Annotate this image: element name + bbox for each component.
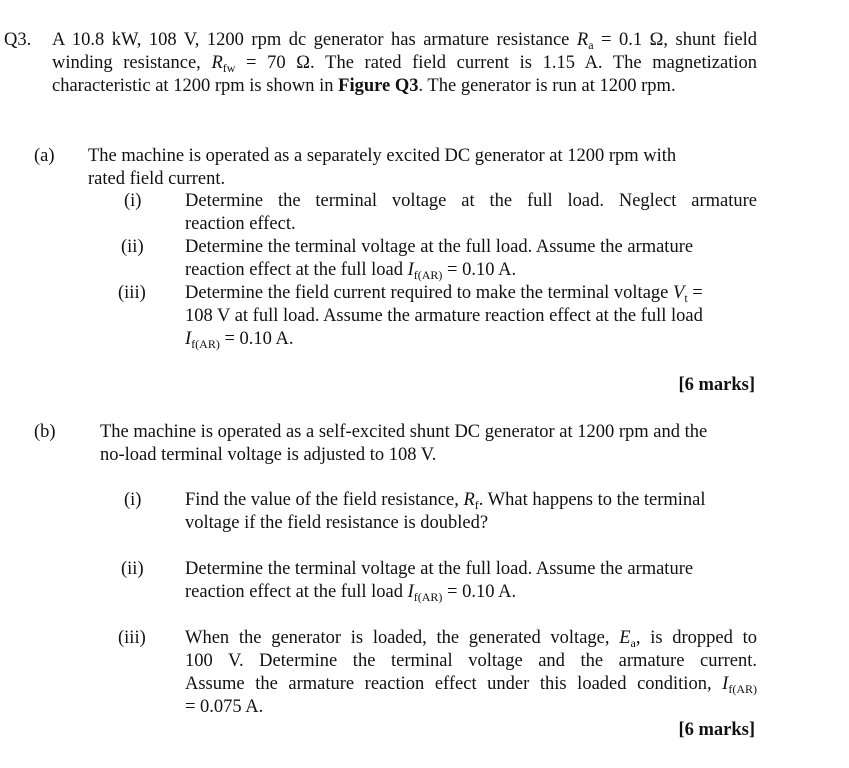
- part-a-label: (a): [34, 146, 55, 166]
- question-line-2: winding resistance, $R_{fw} = 70$ Ω. The rated field current is 1.15 A. The magnetization: [52, 53, 758, 75]
- part-a-iii-line-1: Determine the field current required to make the terminal voltage $V_t$ =: [185, 283, 703, 305]
- part-a-i-label: (i): [124, 191, 142, 211]
- part-b-intro-line-2: no-load terminal voltage is adjusted to 108 V.: [100, 445, 437, 465]
- part-b-i-label: (i): [124, 490, 142, 510]
- part-a-i-line-2: reaction effect.: [185, 214, 296, 234]
- part-a-intro-line-2: rated field current.: [88, 169, 226, 189]
- question-number: Q3.: [4, 30, 32, 50]
- part-b-ii-line-1: Determine the terminal voltage at the full load. Assume the armature: [185, 559, 694, 579]
- part-b-ii-line-2: reaction effect at the full load $I_{f(AR)} = 0.10$ A.: [185, 582, 517, 604]
- part-a-ii-line-1: Determine the terminal voltage at the full load. Assume the armature: [185, 237, 694, 257]
- part-a-marks: [6 marks]: [678, 375, 755, 395]
- part-b-iii-label: (iii): [118, 628, 146, 648]
- part-b-iii-line-2: 100 V. Determine the terminal voltage and the armature current.: [185, 651, 757, 671]
- part-b-label: (b): [34, 422, 56, 442]
- part-a-iii-line-3: $I_{f(AR)} = 0.10$ A.: [185, 329, 294, 351]
- part-b-i-line-2: voltage if the field resistance is doubled?: [185, 513, 489, 533]
- figure-reference: Figure Q3: [338, 76, 419, 96]
- part-b-iii-line-3: Assume the armature reaction effect under this loaded condition, $I_{f(AR)}$: [185, 674, 757, 696]
- part-a-iii-label: (iii): [118, 283, 146, 303]
- question-line-3: characteristic at 1200 rpm is shown in Figure Q3. The generator is run at 1200 rpm.: [52, 76, 676, 96]
- part-b-intro-line-1: The machine is operated as a self-excited shunt DC generator at 1200 rpm and the: [100, 422, 708, 442]
- part-a-i-line-1: Determine the terminal voltage at the full load. Neglect armature: [185, 191, 757, 211]
- part-a-iii-line-2: 108 V at full load. Assume the armature reaction effect at the full load: [185, 306, 703, 326]
- part-a-intro-line-1: The machine is operated as a separately excited DC generator at 1200 rpm with: [88, 146, 677, 166]
- question-line-1: A 10.8 kW, 108 V, 1200 rpm dc generator has armature resistance $R_a = 0.1$ Ω, shunt field: [52, 30, 757, 52]
- part-b-iii-line-4: = 0.075 A.: [185, 697, 264, 717]
- part-b-iii-line-1: When the generator is loaded, the generated voltage, $E_a$, is dropped to: [185, 628, 757, 650]
- part-a-ii-label: (ii): [121, 237, 144, 257]
- part-a-ii-line-2: reaction effect at the full load $I_{f(AR)} = 0.10$ A.: [185, 260, 517, 282]
- part-b-ii-label: (ii): [121, 559, 144, 579]
- part-b-marks: [6 marks]: [678, 720, 755, 740]
- part-b-i-line-1: Find the value of the field resistance, $R_f$. What happens to the terminal: [185, 490, 706, 512]
